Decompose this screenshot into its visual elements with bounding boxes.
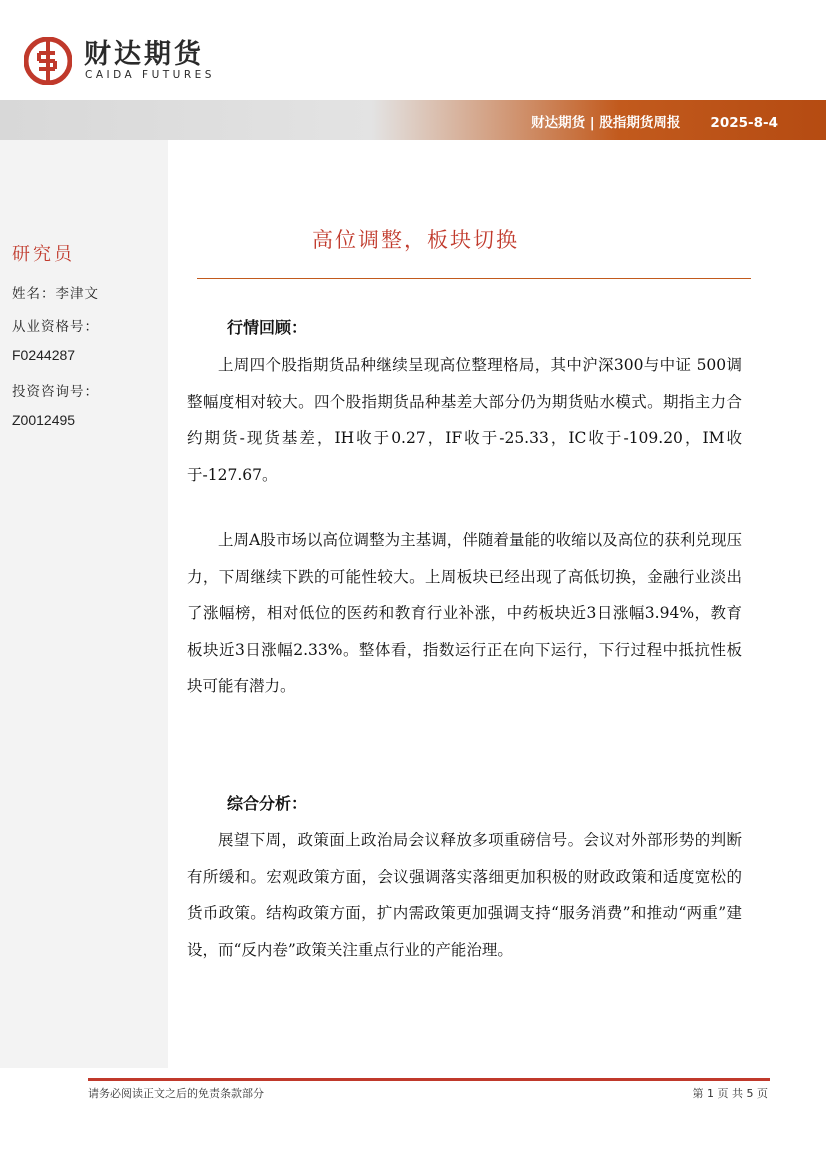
paragraph-review-2: 上周A股市场以高位调整为主基调，伴随着量能的收缩以及高位的获利兑现压力，下周继续下跌的可能性较大。上周板块已经出现了高低切换，金融行业淡出了涨幅榜，相对低位的医药和教育行业补涨，中药板块近3日涨幅3.94%，教育板块近3日涨幅2.33%。整体看，指数运行正在向下运行，下行过程中抵抗性板块可能有潜力。 [187,531,742,695]
researcher-name: 姓名：李津文 [12,286,99,302]
page-number: 第 1 页 共 5 页 [692,1087,768,1100]
section-heading-analysis: 综合分析： [227,794,308,813]
brand-name-en: CAIDA FUTURES [85,69,215,81]
paragraph-analysis-1: 展望下周，政策面上政治局会议释放多项重磅信号。会议对外部形势的判断有所缓和。宏观政策方面，会议强调落实落细更加积极的财政政策和适度宽松的货币政策。结构政策方面，扩内需政策更加强调支持“服务消费”和推动“两重”建设，而“反内卷”政策关注重点行业的产能治理。 [187,831,742,959]
report-date: 2025-8-4 [710,115,778,131]
sidebar [0,140,168,1068]
brand-name-cn: 财达期货 [84,39,204,70]
consult-number: Z0012495 [12,412,76,428]
consult-label: 投资咨询号： [12,384,99,400]
footer-disclaimer: 请务必阅读正文之后的免责条款部分 [88,1087,264,1100]
section-heading-review: 行情回顾： [227,318,308,337]
footer-divider [88,1078,770,1081]
header-label [531,111,778,131]
report-title: 高位调整，板块切换 [312,228,519,252]
qualification-number: F0244287 [12,347,76,363]
report-series-label: 财达期货 | 股指期货周报 [531,115,681,131]
sidebar-title: 研究员 [12,244,75,265]
qualification-label: 从业资格号： [12,319,99,335]
paragraph-review-1: 上周四个股指期货品种继续呈现高位整理格局，其中沪深300与中证 500调整幅度相对较大。四个股指期货品种基差大部分仍为期货贴水模式。期指主力合约期货-现货基差，IH收于0.27，IF收于-25.33，IC收于-109.20，IM收于-127.67。 [187,356,742,484]
title-divider [197,278,751,279]
caida-logo-icon [24,37,72,85]
